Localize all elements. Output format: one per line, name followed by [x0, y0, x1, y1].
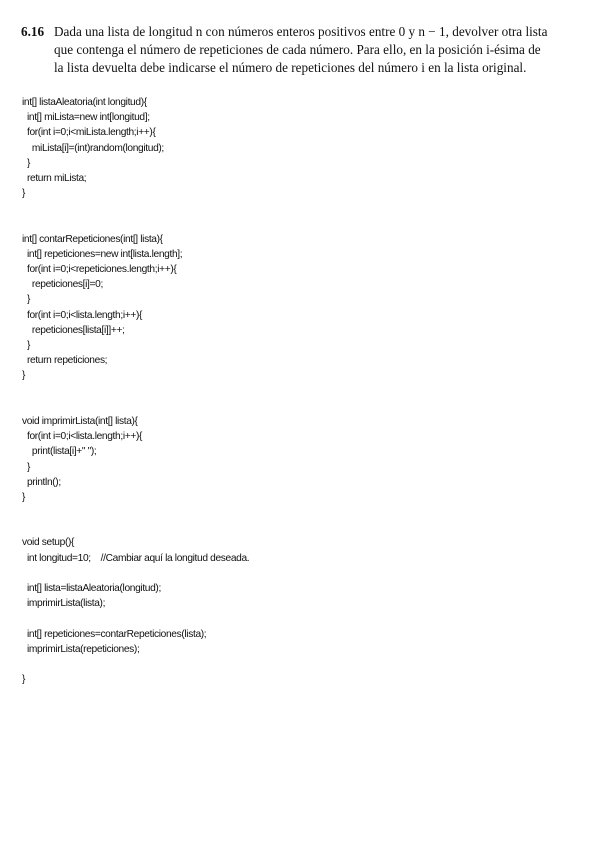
exercise-number: 6.16: [21, 24, 45, 39]
code-line: }: [22, 294, 31, 306]
code-line: }: [22, 370, 26, 382]
code-line: [22, 657, 249, 672]
code-line: [22, 217, 249, 232]
code-line: void imprimirLista(int[] lista){: [22, 415, 138, 427]
code-line: }: [22, 674, 26, 686]
code-line: [22, 399, 249, 414]
exercise-statement: [21, 23, 581, 77]
code-line: [22, 201, 249, 216]
exercise-line-1: [21, 23, 581, 41]
code-line: for(int i=0;i<repeticiones.length;i++){: [22, 264, 177, 276]
code-line: miLista[i]=(int)random(longitud);: [22, 142, 164, 154]
code-line: }: [22, 461, 31, 473]
code-line: repeticiones[lista[i]]++;: [22, 324, 125, 336]
code-line: int[] lista=listaAleatoria(longitud);: [22, 583, 161, 594]
code-line: }: [22, 157, 31, 169]
code-line: int[] repeticiones=contarRepeticiones(lista);: [22, 628, 207, 640]
code-line: int[] contarRepeticiones(int[] lista){: [22, 233, 163, 245]
code-line: [22, 611, 249, 626]
code-line: for(int i=0;i<lista.length;i++){: [22, 431, 143, 443]
code-line: int[] listaAleatoria(int longitud){: [22, 97, 147, 108]
code-line: [22, 520, 249, 535]
code-line: }: [22, 188, 26, 200]
code-line: int[] repeticiones=new int[lista.length];: [22, 248, 183, 260]
code-line: }: [22, 340, 31, 351]
exercise-line-2: que contenga el número de repeticiones de cada número. Para ello, en la posición i-ésima de: [54, 42, 541, 57]
exercise-line-3: la lista devuelta debe indicarse el número de repeticiones del número i en la lista original.: [54, 60, 527, 75]
code-line: void setup(){: [22, 537, 75, 549]
code-listing: [22, 95, 249, 687]
code-line: int[] miLista=new int[longitud];: [22, 112, 150, 124]
code-line: [22, 505, 249, 520]
code-line: return miLista;: [22, 172, 87, 184]
code-line: imprimirLista(repeticiones);: [22, 643, 140, 655]
code-line: repeticiones[i]=0;: [22, 279, 103, 291]
code-line: for(int i=0;i<miLista.length;i++){: [22, 127, 156, 139]
code-line: imprimirLista(lista);: [22, 598, 106, 610]
code-line: [22, 566, 249, 581]
code-line: }: [22, 491, 26, 503]
exercise-text-1: Dada una lista de longitud n con números enteros positivos entre 0 y n − 1, devolver otra lista: [54, 24, 548, 39]
code-line: return repeticiones;: [22, 355, 108, 367]
code-line: println();: [22, 476, 61, 488]
code-line: for(int i=0;i<lista.length;i++){: [22, 309, 143, 321]
code-line: print(lista[i]+" ");: [22, 446, 97, 458]
code-line: int longitud=10; //Cambiar aquí la longitud deseada.: [22, 552, 250, 564]
code-line: [22, 384, 249, 399]
